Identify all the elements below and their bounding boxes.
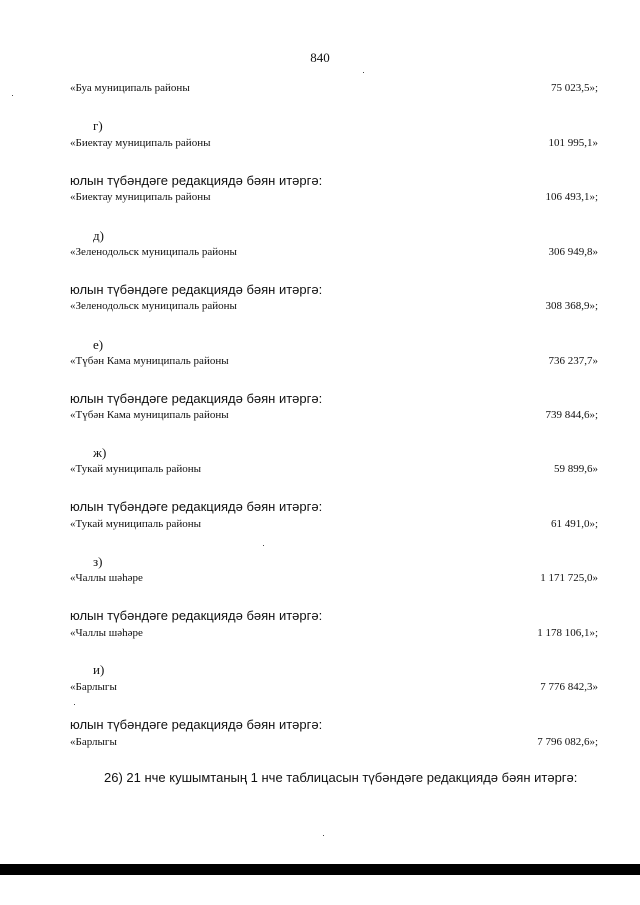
- intro-text: юлын түбәндәге редакциядә бәян итәргә:: [70, 282, 323, 297]
- row-name: «Түбән Кама муниципаль районы: [70, 409, 229, 421]
- section-letter-zh: ж): [93, 445, 107, 460]
- row-name: «Барлыгы: [70, 681, 117, 693]
- row-amount: 739 844,6»;: [545, 409, 598, 421]
- row-amount: 306 949,8»: [548, 246, 598, 258]
- row-name: «Зеленодольск муниципаль районы: [70, 300, 237, 312]
- table-row: [70, 463, 598, 479]
- intro-text: юлын түбәндәге редакциядә бәян итәргә:: [70, 717, 323, 732]
- table-row: [70, 246, 598, 262]
- scan-border-bar: [0, 864, 640, 875]
- row-name: «Түбән Кама муниципаль районы: [70, 355, 229, 367]
- scan-speck: [363, 72, 364, 73]
- intro-text: юлын түбәндәге редакциядә бәян итәргә:: [70, 499, 323, 514]
- row-amount: 1 178 106,1»;: [537, 627, 598, 639]
- intro-text: юлын түбәндәге редакциядә бәян итәргә:: [70, 173, 323, 188]
- table-row: [70, 736, 598, 752]
- table-row: [70, 409, 598, 425]
- table-row: [70, 627, 598, 643]
- final-paragraph: 26) 21 нче кушымтаның 1 нче таблицасын түбәндәге редакциядә бәян итәргә:: [104, 770, 578, 785]
- row-name: «Биектау муниципаль районы: [70, 137, 211, 149]
- table-row: [70, 300, 598, 316]
- row-amount: 106 493,1»;: [545, 191, 598, 203]
- intro-text: юлын түбәндәге редакциядә бәян итәргә:: [70, 608, 323, 623]
- section-letter-g: г): [93, 118, 103, 133]
- table-row: [70, 355, 598, 371]
- table-row: [70, 191, 598, 207]
- row-name: «Зеленодольск муниципаль районы: [70, 246, 237, 258]
- table-row: [70, 681, 598, 697]
- table-row: [70, 572, 598, 588]
- scan-speck: [263, 545, 264, 546]
- section-letter-e: е): [93, 337, 104, 352]
- row-amount: 7 796 082,6»;: [537, 736, 598, 748]
- row-name: «Тукай муниципаль районы: [70, 463, 202, 475]
- intro-text: юлын түбәндәге редакциядә бәян итәргә:: [70, 391, 323, 406]
- section-letter-i: и): [93, 662, 105, 677]
- row-amount: 7 776 842,3»: [540, 681, 598, 693]
- row-name: «Тукай муниципаль районы: [70, 518, 202, 530]
- row-amount: 308 368,9»;: [545, 300, 598, 312]
- row-name: «Чаллы шәһәре: [70, 572, 143, 584]
- row-amount: 61 491,0»;: [550, 518, 598, 530]
- page-number: 840: [310, 50, 330, 65]
- row-name: «Буа муниципаль районы: [70, 82, 190, 94]
- section-letter-d: д): [93, 228, 104, 243]
- row-name: «Биектау муниципаль районы: [70, 191, 211, 203]
- row-amount: 736 237,7»: [548, 355, 598, 367]
- table-row: [70, 518, 598, 534]
- scan-speck: [74, 704, 75, 705]
- row-name: «Барлыгы: [70, 736, 117, 748]
- row-name: «Чаллы шәһәре: [70, 627, 143, 639]
- scan-speck: [12, 95, 13, 96]
- scan-speck: [323, 835, 324, 836]
- row-amount: 1 171 725,0»: [540, 572, 598, 584]
- section-letter-z: з): [93, 554, 103, 569]
- table-row: [70, 137, 598, 153]
- table-row: [70, 82, 598, 98]
- row-amount: 101 995,1»: [548, 137, 598, 149]
- row-amount: 75 023,5»;: [550, 82, 598, 94]
- row-amount: 59 899,6»: [554, 463, 598, 475]
